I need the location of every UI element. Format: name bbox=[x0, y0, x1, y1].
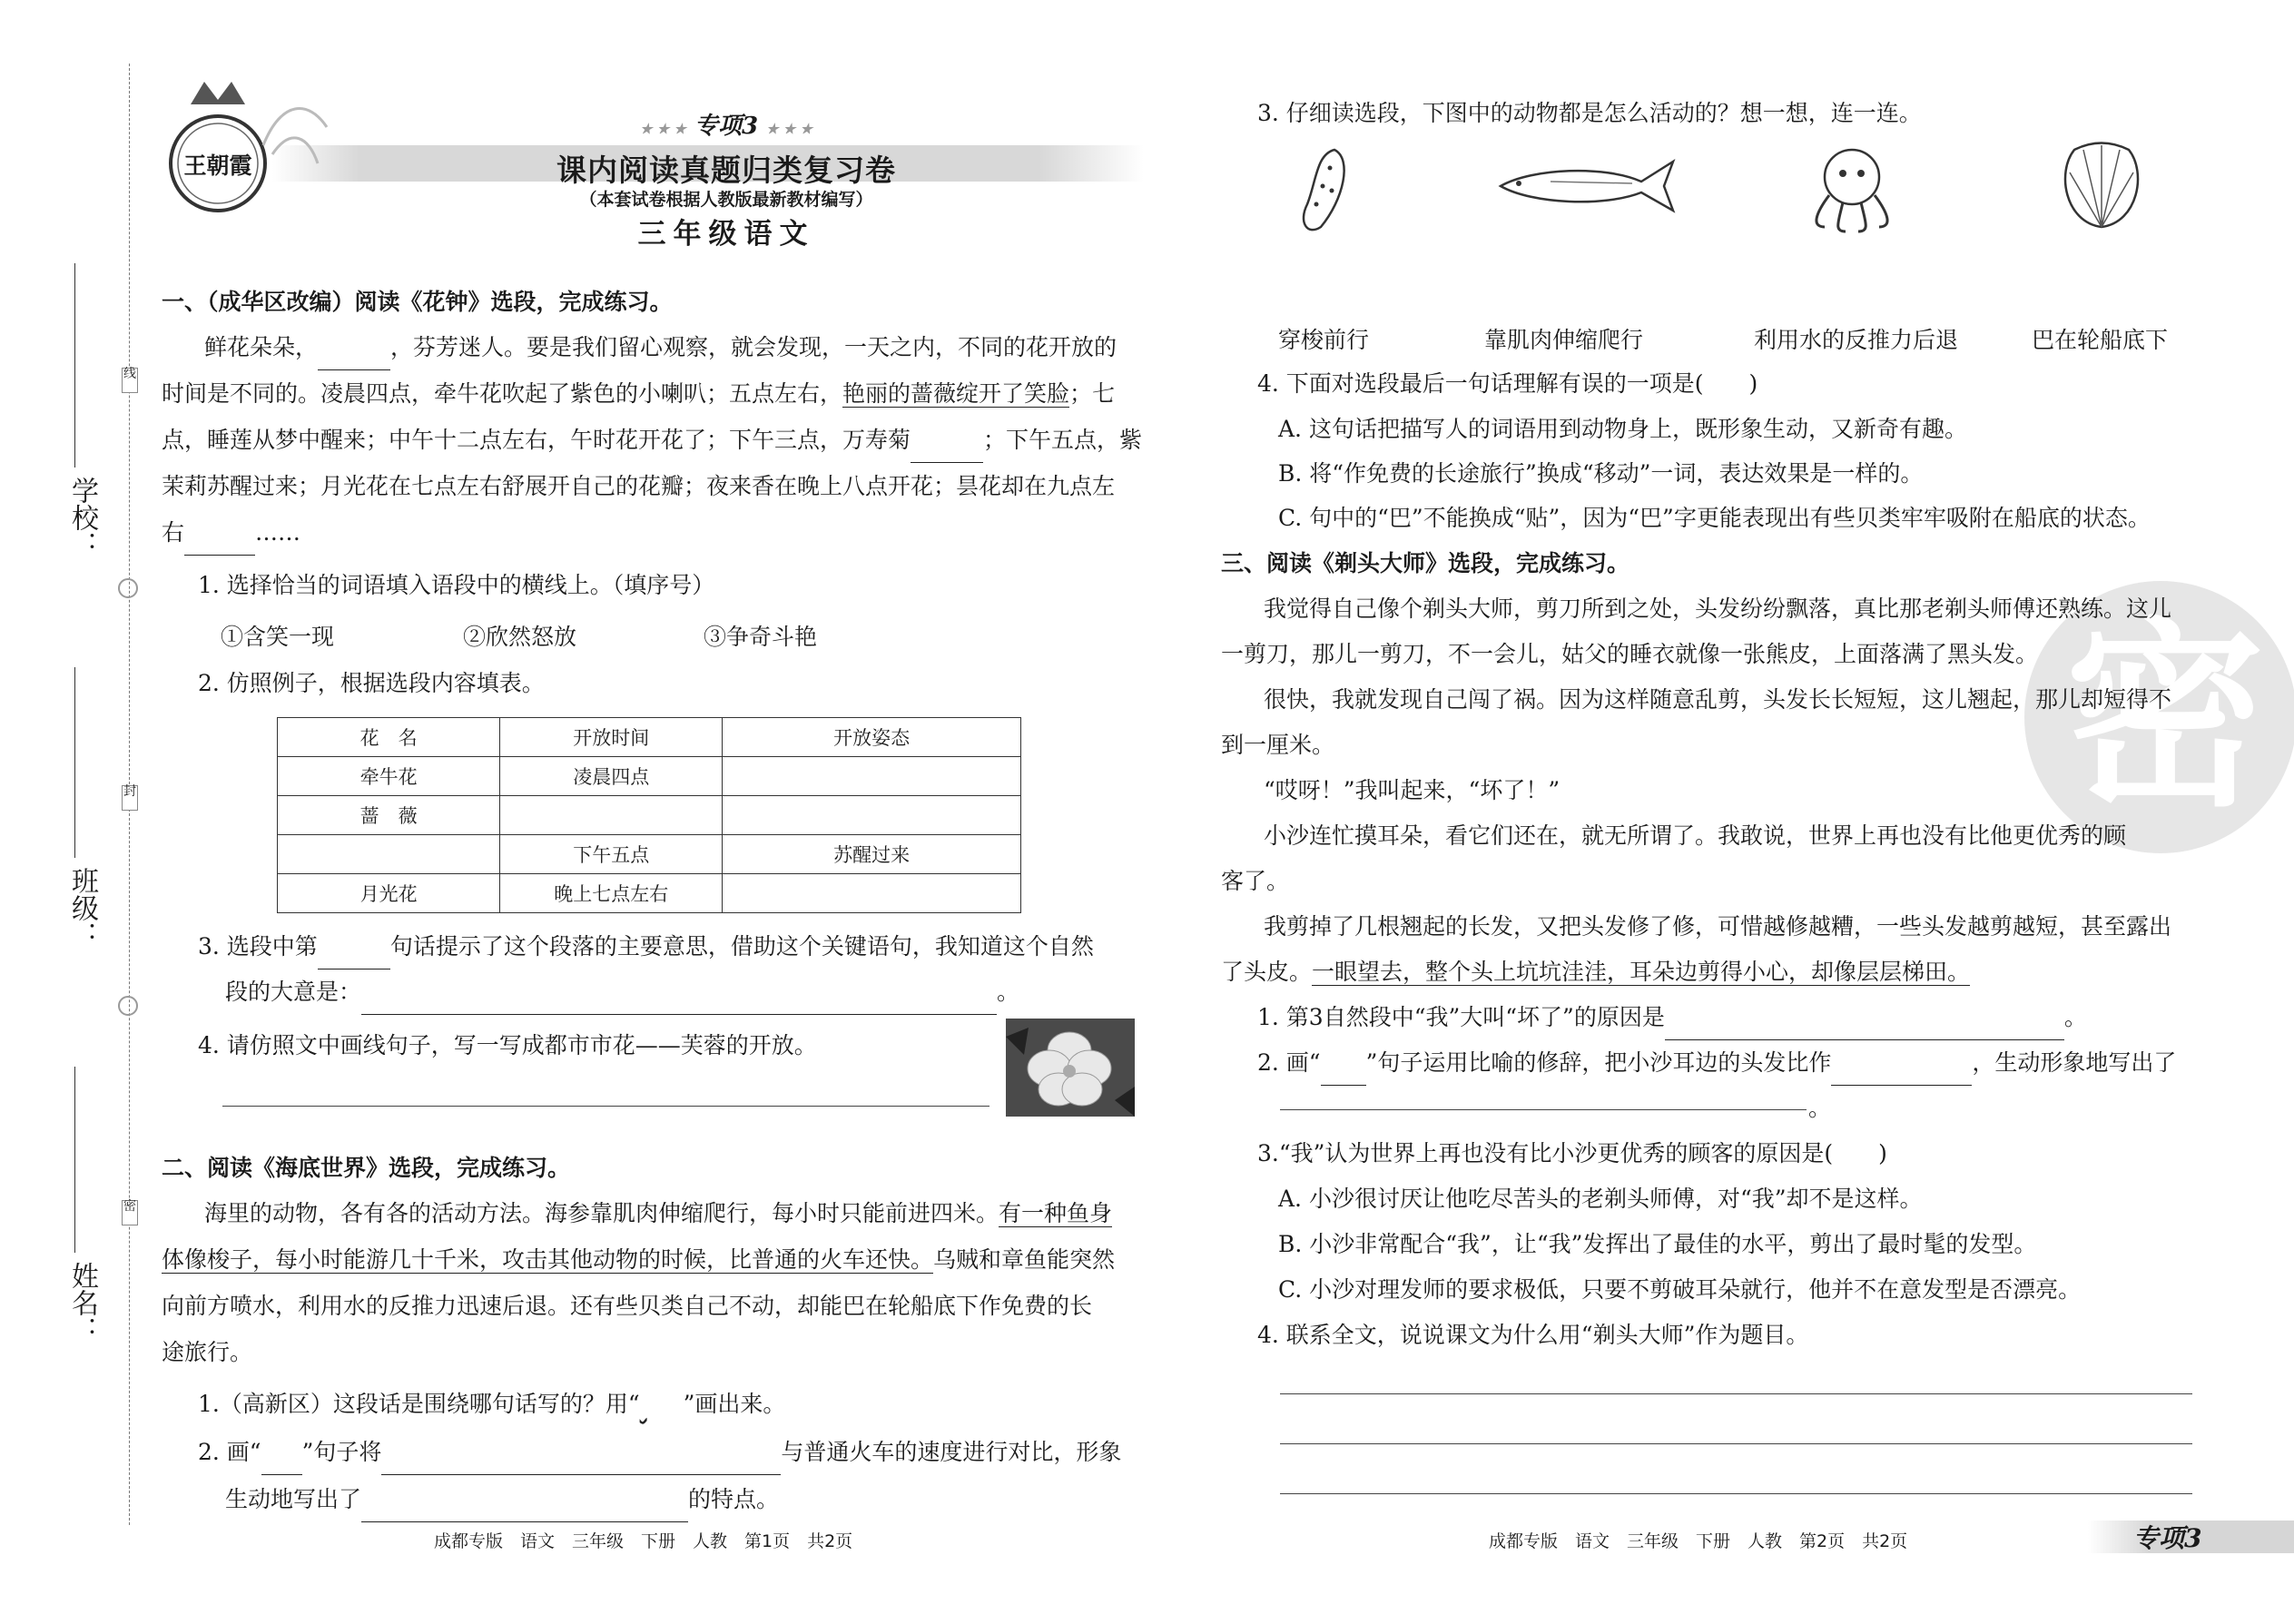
answer-blank[interactable] bbox=[361, 1498, 688, 1522]
passage-blank[interactable] bbox=[318, 346, 390, 370]
question-text: 。 bbox=[997, 979, 1020, 1005]
school-field[interactable] bbox=[74, 263, 75, 468]
sea-cucumber-icon[interactable] bbox=[1294, 145, 1357, 236]
answer-line[interactable] bbox=[1280, 1493, 2192, 1494]
section1-question-3-cont bbox=[225, 969, 1019, 1015]
section3-question-4: 4. 联系全文，说说课文为什么用“剃头大师”作为题目。 bbox=[1257, 1322, 1809, 1348]
seal-mark-secret: 密 bbox=[122, 1200, 138, 1225]
passage-text: …… bbox=[255, 519, 301, 546]
answer-blank[interactable] bbox=[1831, 1061, 1972, 1086]
question-text: 2. 画“ bbox=[198, 1439, 261, 1465]
question-text: 。 bbox=[1808, 1095, 1832, 1121]
question-text: ”句子运用比喻的修辞，把小沙耳边的头发比作 bbox=[1365, 1049, 1832, 1076]
passage-text: 鲜花朵朵， bbox=[204, 334, 319, 360]
wavy-line-mark bbox=[640, 1382, 684, 1427]
section1-question-1: 1. 选择恰当的词语填入语段中的横线上。（填序号） bbox=[198, 572, 715, 598]
answer-blank[interactable] bbox=[1665, 1016, 2064, 1040]
section2-question-2 bbox=[198, 1430, 1121, 1475]
section3-question-2 bbox=[1257, 1040, 2176, 1086]
answer-line[interactable] bbox=[1280, 1443, 2192, 1444]
question-text: 。 bbox=[2063, 1004, 2087, 1030]
question-text: 与普通火车的速度进行对比，形象 bbox=[781, 1439, 1122, 1465]
question-text: 1. 第3自然段中“我”大叫“坏了”的原因是 bbox=[1257, 1004, 1665, 1030]
underlined-sentence: 一眼望去，整个头上坑坑洼洼，耳朵边剪得小心，却像层层梯田。 bbox=[1312, 959, 1971, 985]
answer-line[interactable] bbox=[222, 1106, 989, 1107]
table-row bbox=[278, 874, 1021, 913]
table-cell: 苏醒过来 bbox=[723, 835, 1021, 874]
logo-text: 王朝霞 bbox=[183, 153, 252, 179]
table-cell[interactable] bbox=[500, 796, 723, 835]
table-cell[interactable] bbox=[278, 835, 500, 874]
passage-blank[interactable] bbox=[911, 438, 983, 463]
fish-icon[interactable] bbox=[1496, 154, 1678, 218]
section2-passage-line bbox=[204, 1191, 1112, 1236]
table-cell: 凌晨四点 bbox=[500, 757, 723, 796]
table-cell: 月光花 bbox=[278, 874, 500, 913]
movement-option[interactable]: 穿梭前行 bbox=[1278, 327, 1370, 353]
section3-question-1 bbox=[1257, 995, 2087, 1040]
underline-mark bbox=[1321, 1061, 1366, 1086]
section1-passage-line: 茉莉苏醒过来；月光花在七点左右舒展开自己的花瓣；夜来香在晚上八点开花；昙花却在九点左 bbox=[162, 473, 1116, 499]
section2-question-2-cont bbox=[225, 1477, 779, 1522]
question-text: 1.（高新区）这段话是围绕哪句话写的？用“ bbox=[198, 1391, 640, 1417]
section2-question-1 bbox=[198, 1382, 785, 1427]
section3-passage-line: 我剪掉了几根翘起的长发，又把头发修了修，可惜越修越糟，一些头发越剪越短，甚至露出 bbox=[1264, 913, 2172, 940]
series-text: 专项3 bbox=[694, 113, 759, 140]
answer-blank[interactable] bbox=[318, 945, 390, 969]
name-field[interactable] bbox=[74, 1067, 75, 1253]
class-field[interactable] bbox=[74, 667, 75, 858]
passage-text: 右 bbox=[162, 519, 185, 546]
section3-question-3: 3.“我”认为世界上再也没有比小沙更优秀的顾客的原因是( ) bbox=[1257, 1140, 1887, 1166]
question-text: 生动地写出了 bbox=[225, 1486, 362, 1512]
series-label bbox=[545, 107, 908, 141]
school-label: 学校： bbox=[66, 477, 98, 558]
section1-heading: 一、（成华区改编）阅读《花钟》选段，完成练习。 bbox=[162, 289, 673, 315]
binding-hole bbox=[118, 996, 138, 1016]
underlined-sentence: 艳丽的蔷薇绽开了笑脸 bbox=[842, 380, 1070, 407]
section3-passage-line: 客了。 bbox=[1221, 868, 1290, 894]
binding-hole bbox=[118, 578, 138, 598]
choice-option[interactable]: A. 这句话把描写人的词语用到动物身上，既形象生动，又新奇有趣。 bbox=[1278, 416, 1967, 442]
table-cell[interactable] bbox=[723, 796, 1021, 835]
question-text: ”画出来。 bbox=[683, 1391, 786, 1417]
section1-passage-line bbox=[162, 510, 300, 556]
section3-heading: 三、阅读《剃头大师》选段，完成练习。 bbox=[1221, 550, 1630, 576]
fill-in-table bbox=[277, 717, 1021, 913]
section3-passage-line: “哎呀！”我叫起来，“坏了！” bbox=[1264, 777, 1561, 803]
answer-blank[interactable] bbox=[361, 990, 997, 1015]
section2-question-4: 4. 下面对选段最后一句话理解有误的一项是( ) bbox=[1257, 370, 1758, 397]
option-item[interactable]: ③争奇斗艳 bbox=[704, 624, 818, 650]
page-subtitle: （本套试卷根据人教版最新教材编写） bbox=[579, 190, 873, 210]
table-header-cell: 花 名 bbox=[278, 718, 500, 757]
section2-passage-line: 途旅行。 bbox=[162, 1339, 253, 1365]
section3-passage-line: 到一厘米。 bbox=[1221, 732, 1335, 758]
choice-option[interactable]: A. 小沙很讨厌让他吃尽苦头的老剃头师傅，对“我”却不是这样。 bbox=[1278, 1186, 1923, 1212]
passage-blank[interactable] bbox=[184, 531, 255, 556]
octopus-icon[interactable] bbox=[1802, 141, 1902, 241]
underline-mark bbox=[261, 1451, 302, 1475]
section1-question-4: 4. 请仿照文中画线句子，写一写成都市市花——芙蓉的开放。 bbox=[198, 1032, 817, 1058]
option-item[interactable]: ①含笑一现 bbox=[221, 624, 335, 650]
seal-mark-seal: 封 bbox=[122, 785, 138, 811]
passage-text: 时间是不同的。凌晨四点，牵牛花吹起了紫色的小喇叭；五点左右， bbox=[162, 380, 843, 407]
table-header-cell: 开放时间 bbox=[500, 718, 723, 757]
section2-passage-line bbox=[162, 1237, 1115, 1283]
question-text: 2. 画“ bbox=[1257, 1049, 1321, 1076]
table-cell[interactable] bbox=[723, 874, 1021, 913]
question-text: 的特点。 bbox=[688, 1486, 780, 1512]
star-icon: ★ ★ ★ bbox=[640, 121, 686, 137]
hibiscus-photo bbox=[1006, 1019, 1135, 1117]
page-title: 课内阅读真题归类复习卷 bbox=[556, 153, 896, 188]
section1-question-3 bbox=[198, 924, 1094, 969]
passage-text: 海里的动物，各有各的活动方法。海参靠肌肉伸缩爬行，每小时只能前进四米。 bbox=[204, 1200, 999, 1226]
table-row bbox=[278, 835, 1021, 874]
answer-line[interactable] bbox=[1280, 1109, 1807, 1110]
star-icon: ★ ★ ★ bbox=[766, 121, 812, 137]
seal-mark-line: 线 bbox=[122, 368, 138, 393]
name-label: 姓名： bbox=[66, 1262, 98, 1343]
section3-passage-line: 一剪刀，那儿一剪刀，不一会儿，姑父的睡衣就像一张熊皮，上面落满了黑头发。 bbox=[1221, 641, 2039, 667]
section2-heading: 二、阅读《海底世界》选段，完成练习。 bbox=[162, 1155, 571, 1181]
section1-passage-line bbox=[162, 371, 1115, 417]
table-cell[interactable] bbox=[723, 757, 1021, 796]
section1-question-2: 2. 仿照例子，根据选段内容填表。 bbox=[198, 670, 545, 696]
table-row bbox=[278, 757, 1021, 796]
question-text: 段的大意是： bbox=[225, 979, 362, 1005]
answer-line[interactable] bbox=[1280, 1393, 2192, 1394]
footer-right: 成都专版 语文 三年级 下册 人教 第2页 共2页 bbox=[1489, 1531, 1908, 1551]
section2-question-3: 3. 仔细读选段，下图中的动物都是怎么活动的？想一想，连一连。 bbox=[1257, 100, 1922, 126]
question-text: 句话提示了这个段落的主要意思，借助这个关键语句，我知道这个自然 bbox=[389, 933, 1094, 960]
section1-passage-line bbox=[162, 418, 1142, 463]
passage-text: 点，睡莲从梦中醒来；中午十二点左右，午时花开花了；下午三点，万寿菊 bbox=[162, 427, 911, 453]
underlined-sentence: 体像梭子，每小时能游几十千米，攻击其他动物的时候，比普通的火车还快。 bbox=[162, 1246, 934, 1273]
section3-passage-line: 很快，我就发现自己闯了祸。因为这样随意乱剪，头发长长短短，这儿翘起，那儿却短得不 bbox=[1264, 686, 2172, 713]
section3-passage-line bbox=[1221, 950, 1970, 995]
shell-icon[interactable] bbox=[2052, 136, 2151, 236]
table-cell: 下午五点 bbox=[500, 835, 723, 874]
passage-text: ；七 bbox=[1069, 380, 1116, 407]
movement-option[interactable]: 利用水的反推力后退 bbox=[1754, 327, 1959, 353]
choice-option[interactable]: B. 小沙非常配合“我”，让“我”发挥出了最佳的水平，剪出了最时髦的发型。 bbox=[1278, 1231, 2037, 1257]
corner-tag: 专项3 bbox=[2133, 1523, 2202, 1553]
passage-text: 了头皮。 bbox=[1221, 959, 1313, 985]
movement-option[interactable]: 巴在轮船底下 bbox=[2032, 327, 2169, 353]
question-text: ，生动形象地写出了 bbox=[1972, 1049, 2177, 1076]
passage-text: 乌贼和章鱼能突然 bbox=[933, 1246, 1116, 1273]
section1-passage-line bbox=[204, 325, 1117, 370]
class-label: 班级： bbox=[66, 867, 98, 949]
answer-blank[interactable] bbox=[381, 1451, 781, 1475]
choice-option[interactable]: C. 句中的“巴”不能换成“贴”，因为“巴”字更能表现出有些贝类牢牢吸附在船底的状态。 bbox=[1278, 505, 2151, 531]
watermark-char: 密 bbox=[2064, 601, 2265, 833]
underlined-sentence: 有一种鱼身 bbox=[999, 1200, 1113, 1226]
table-cell: 晚上七点左右 bbox=[500, 874, 723, 913]
table-cell: 蔷 薇 bbox=[278, 796, 500, 835]
grade-subject: 三年级语文 bbox=[637, 218, 815, 251]
ribbon-decoration bbox=[254, 91, 336, 172]
movement-option[interactable]: 靠肌肉伸缩爬行 bbox=[1484, 327, 1644, 353]
section3-passage-line: 我觉得自己像个剃头大师，剪刀所到之处，头发纷纷飘落，真比那老剃头师傅还熟练。这儿 bbox=[1264, 595, 2172, 622]
table-cell: 牵牛花 bbox=[278, 757, 500, 796]
option-item[interactable]: ②欣然怒放 bbox=[463, 624, 577, 650]
question-text: ”句子将 bbox=[301, 1439, 382, 1465]
passage-text: ；下午五点，紫 bbox=[983, 427, 1143, 453]
table-header-cell: 开放姿态 bbox=[723, 718, 1021, 757]
passage-text: ，芬芳迷人。要是我们留心观察，就会发现，一天之内，不同的花开放的 bbox=[390, 334, 1117, 360]
table-row bbox=[278, 796, 1021, 835]
section2-passage-line: 向前方喷水，利用水的反推力迅速后退。还有些贝类自己不动，却能巴在轮船底下作免费的长 bbox=[162, 1293, 1093, 1319]
question-text: 3. 选段中第 bbox=[198, 933, 318, 960]
choice-option[interactable]: C. 小沙对理发师的要求极低，只要不剪破耳朵就行，他并不在意发型是否漂亮。 bbox=[1278, 1276, 2082, 1303]
choice-option[interactable]: B. 将“作免费的长途旅行”换成“移动”一词，表达效果是一样的。 bbox=[1278, 460, 1924, 487]
section3-passage-line: 小沙连忙摸耳朵，看它们还在，就无所谓了。我敢说，世界上再也没有比他更优秀的顾 bbox=[1264, 822, 2127, 849]
footer-left: 成都专版 语文 三年级 下册 人教 第1页 共2页 bbox=[434, 1531, 853, 1551]
table-header-row bbox=[278, 718, 1021, 757]
